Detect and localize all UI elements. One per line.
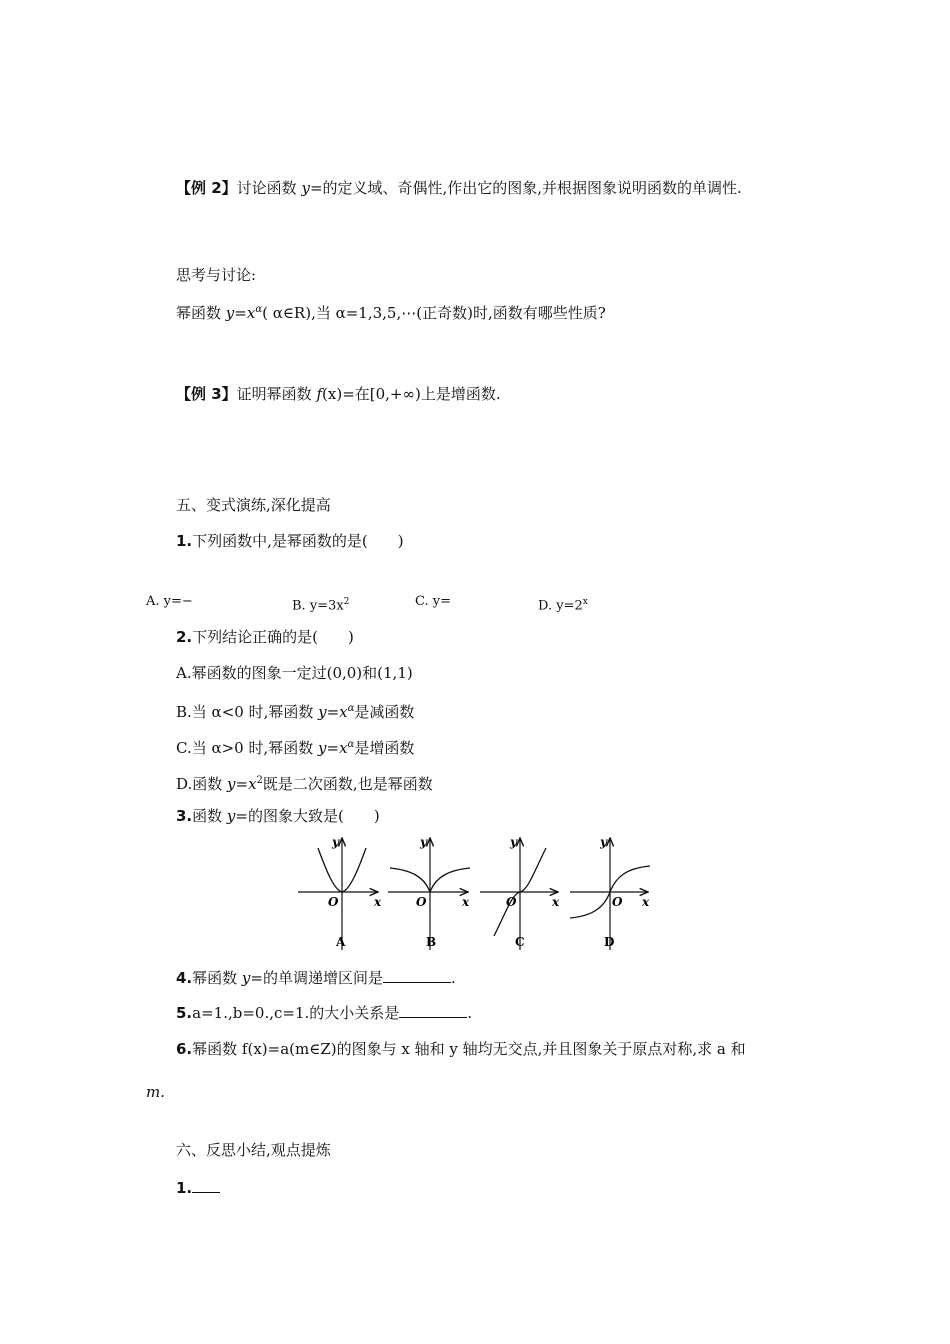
q3-graph-label-d: D — [604, 935, 615, 949]
q3-a-y-label: y — [332, 835, 339, 849]
example-3-pre: 证明幂函数 — [236, 385, 317, 403]
q2-option-b-pre: B.当 α<0 时,幂函数 — [176, 703, 319, 721]
think-y: y — [225, 304, 235, 322]
question-2-text: 下列结论正确的是( ) — [192, 628, 354, 646]
think-question — [176, 300, 606, 323]
q2-option-d-func: y=x — [227, 775, 257, 793]
q3-d-y-label: y — [600, 835, 607, 849]
question-4-end: . — [450, 969, 456, 987]
q1-option-d — [538, 592, 588, 616]
question-2-number: 2. — [176, 628, 193, 646]
q2-option-d — [176, 771, 433, 794]
question-5-blank[interactable] — [399, 1003, 467, 1018]
question-4-y: y — [241, 969, 251, 987]
q3-d-origin: O — [612, 895, 623, 909]
example-2-post: =的定义域、奇偶性,作出它的图象,并根据图象说明函数的单调性. — [309, 179, 742, 197]
question-3 — [176, 806, 380, 826]
example-2-y: y — [301, 179, 310, 197]
q2-option-b-alpha: α — [347, 703, 355, 714]
q3-d-x-label: x — [642, 895, 650, 909]
q3-c-y-label: y — [510, 835, 517, 849]
q2-option-c-pre: C.当 α>0 时,幂函数 — [176, 739, 319, 757]
think-p1: 幂函数 — [176, 304, 226, 322]
think-eq: = — [234, 304, 247, 322]
question-1-number: 1. — [176, 532, 193, 550]
question-4 — [176, 968, 456, 988]
section-6-title: 六、反思小结,观点提炼 — [176, 1141, 331, 1159]
q1-option-b — [292, 592, 349, 616]
summary-item-1-blank[interactable] — [192, 1178, 220, 1193]
q3-graph-label-c: C — [515, 935, 525, 949]
question-5 — [176, 1003, 472, 1023]
question-4-pre: 幂函数 — [192, 969, 242, 987]
example-3-f: f — [316, 385, 323, 403]
question-1-text: 下列函数中,是幂函数的是( ) — [192, 532, 404, 550]
q2-option-d-sup: 2 — [256, 775, 263, 786]
q2-option-b-func: y=x — [318, 703, 348, 721]
think-alpha: α — [255, 304, 263, 315]
example-2 — [176, 178, 742, 198]
summary-item-1 — [176, 1178, 220, 1198]
q2-option-c — [176, 735, 414, 758]
q2-option-d-post: 既是二次函数,也是幂函数 — [262, 775, 433, 793]
q2-option-a: A.幂函数的图象一定过(0,0)和(1,1) — [176, 664, 413, 682]
think-p2: ( α∈R),当 α=1,3,5,⋯(正奇数)时,函数有哪些性质? — [262, 304, 606, 322]
q3-a-x-label: x — [374, 895, 382, 909]
q3-c-x-label: x — [552, 895, 560, 909]
think-title: 思考与讨论: — [176, 266, 257, 284]
q2-option-d-pre: D.函数 — [176, 775, 228, 793]
q3-c-origin: O — [506, 895, 517, 909]
question-3-number: 3. — [176, 807, 193, 825]
question-3-post: =的图象大致是( ) — [235, 807, 380, 825]
q3-graph-label-b: B — [426, 935, 437, 949]
q3-graph-label-a: A — [336, 935, 346, 949]
q3-b-origin: O — [416, 895, 427, 909]
example-2-pre: 讨论函数 — [236, 179, 302, 197]
question-2 — [176, 627, 354, 647]
q3-graphs — [290, 832, 660, 954]
q1-option-d-text: D. y=2 — [538, 598, 583, 614]
question-6 — [176, 1039, 746, 1059]
question-5-end: . — [467, 1004, 473, 1022]
example-3-x: (x) — [322, 385, 343, 403]
q2-option-c-func: y=x — [318, 739, 348, 757]
q3-b-x-label: x — [462, 895, 470, 909]
q2-option-c-alpha: α — [347, 739, 355, 750]
q1-option-c: C. y= — [415, 594, 451, 609]
section-5-title: 五、变式演练,深化提高 — [176, 496, 331, 514]
question-6-line1: 幂函数 f(x)=a(m∈Z)的图象与 x 轴和 y 轴均无交点,并且图象关于原点对称,求 a 和 — [192, 1040, 746, 1058]
q2-option-b-post: 是减函数 — [354, 703, 415, 721]
q3-a-origin: O — [328, 895, 339, 909]
question-3-pre: 函数 — [192, 807, 227, 825]
question-4-blank[interactable] — [383, 968, 451, 983]
question-5-number: 5. — [176, 1004, 193, 1022]
q3-b-y-label: y — [420, 835, 427, 849]
think-x: x — [246, 304, 256, 322]
q2-option-b — [176, 699, 414, 722]
question-1 — [176, 531, 404, 551]
q2-option-c-post: 是增函数 — [354, 739, 415, 757]
example-3-label: 【例 3】 — [176, 385, 237, 403]
q1-option-b-sup: 2 — [343, 597, 350, 607]
q3-graph-c — [480, 838, 558, 950]
question-6-number: 6. — [176, 1040, 193, 1058]
example-3-post: =在[0,+∞)上是增函数. — [342, 385, 501, 403]
q3-graph-d — [570, 838, 650, 950]
question-4-number: 4. — [176, 969, 193, 987]
q3-graph-b — [388, 838, 470, 950]
q1-option-a: A. y=− — [146, 594, 193, 609]
q3-graph-a — [298, 838, 378, 950]
question-6-line2: m. — [146, 1083, 165, 1101]
example-3 — [176, 384, 501, 404]
summary-item-1-number: 1. — [176, 1179, 193, 1197]
example-2-label: 【例 2】 — [176, 179, 237, 197]
q1-option-d-sup: x — [582, 597, 588, 607]
question-3-y: y — [226, 807, 236, 825]
q1-option-b-text: B. y=3x — [292, 598, 344, 614]
question-5-text: a=1.,b=0.,c=1.的大小关系是 — [192, 1004, 400, 1022]
question-4-post: =的单调递增区间是 — [250, 969, 383, 987]
